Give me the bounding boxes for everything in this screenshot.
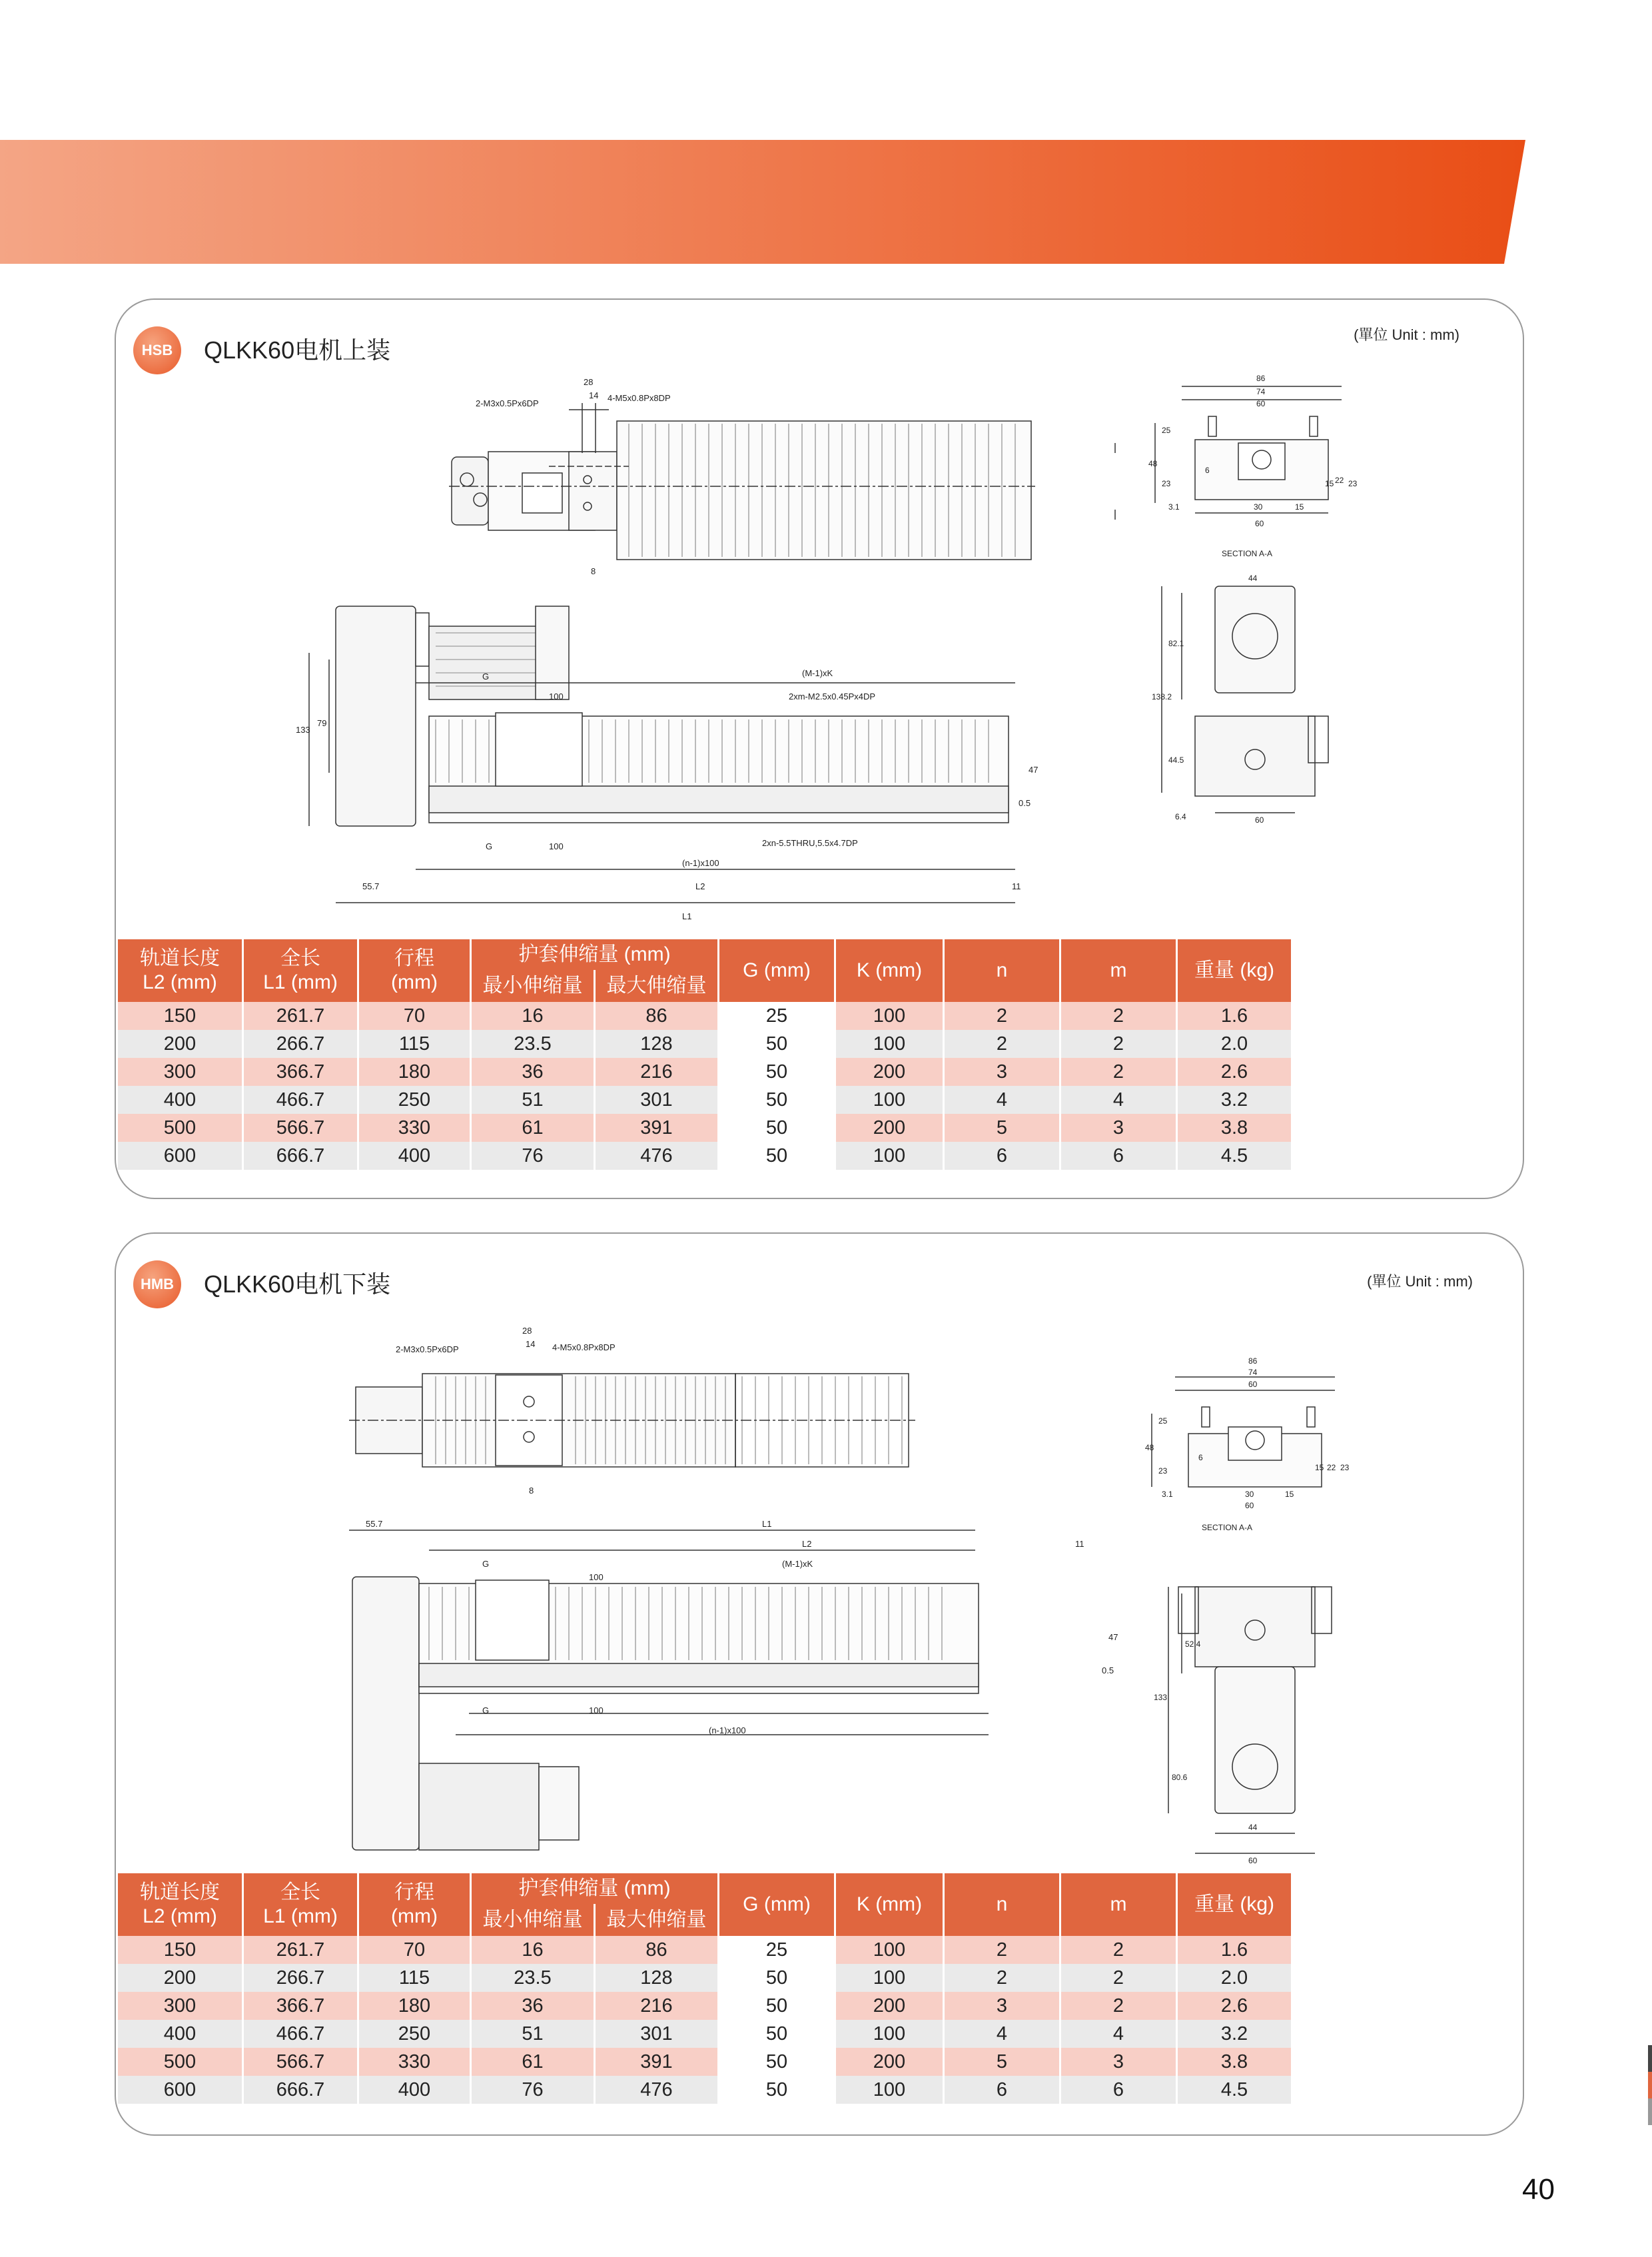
cell: 2.0	[1178, 1030, 1291, 1058]
side-tab-mark	[1648, 2045, 1652, 2072]
svg-text:6: 6	[1205, 466, 1210, 475]
cell: 3	[945, 1058, 1059, 1086]
svg-text:133: 133	[296, 725, 310, 735]
cell: 400	[359, 1142, 470, 1170]
cell: 3	[945, 1992, 1059, 2020]
page-number: 40	[1522, 2173, 1555, 2206]
svg-text:44: 44	[1248, 1823, 1258, 1832]
svg-text:80.6: 80.6	[1172, 1773, 1188, 1782]
header-g: G (mm)	[719, 1873, 834, 1936]
header-min-bellows: 最小伸缩量	[472, 970, 594, 1002]
header-stroke: 行程 (mm)	[359, 1873, 470, 1936]
cell: 261.7	[244, 1002, 357, 1030]
cell: 128	[596, 1030, 717, 1058]
svg-text:15: 15	[1295, 502, 1304, 512]
cell: 391	[596, 1114, 717, 1142]
svg-text:(n-1)x100: (n-1)x100	[682, 858, 719, 868]
header-rail-length: 轨道长度 L2 (mm)	[118, 939, 242, 1002]
svg-text:8: 8	[529, 1486, 534, 1496]
cell: 61	[472, 2048, 594, 2076]
cell: 76	[472, 1142, 594, 1170]
svg-text:(M-1)xK: (M-1)xK	[782, 1559, 813, 1569]
cell: 4	[945, 1086, 1059, 1114]
cell: 180	[359, 1992, 470, 2020]
svg-text:L2: L2	[802, 1539, 812, 1549]
svg-text:60: 60	[1248, 1380, 1258, 1389]
cell: 301	[596, 2020, 717, 2048]
cell: 2	[945, 1002, 1059, 1030]
section-view-drawing	[1135, 1334, 1388, 1547]
svg-text:52.4: 52.4	[1185, 1639, 1201, 1649]
cell: 200	[836, 1058, 943, 1086]
header-stroke: 行程 (mm)	[359, 939, 470, 1002]
cell: 261.7	[244, 1936, 357, 1964]
cell: 476	[596, 1142, 717, 1170]
cell: 250	[359, 2020, 470, 2048]
header-total-length: 全长 L1 (mm)	[244, 939, 357, 1002]
header-weight: 重量 (kg)	[1178, 939, 1291, 1002]
cell: 2	[945, 1964, 1059, 1992]
cell: 2	[1061, 1058, 1176, 1086]
header-weight: 重量 (kg)	[1178, 1873, 1291, 1936]
svg-text:14: 14	[526, 1339, 536, 1349]
svg-text:G: G	[482, 1559, 490, 1569]
table-row	[118, 1058, 1291, 1086]
cell: 200	[836, 2048, 943, 2076]
header-bellows: 护套伸缩量 (mm)	[472, 939, 717, 970]
cell: 216	[596, 1058, 717, 1086]
cell: 5	[945, 1114, 1059, 1142]
cell: 51	[472, 1086, 594, 1114]
unit-note: (單位 Unit : mm)	[1354, 326, 1459, 343]
svg-text:60: 60	[1255, 815, 1264, 825]
svg-text:3.1: 3.1	[1162, 1490, 1173, 1499]
cell: 128	[596, 1964, 717, 1992]
cell: 51	[472, 2020, 594, 2048]
svg-text:47: 47	[1108, 1632, 1118, 1642]
cell: 330	[359, 1114, 470, 1142]
cell: 3	[1061, 2048, 1176, 2076]
cell: 4	[945, 2020, 1059, 2048]
svg-text:0.5: 0.5	[1102, 1665, 1114, 1675]
svg-text:2xn-5.5THRU,5.5x4.7DP: 2xn-5.5THRU,5.5x4.7DP	[762, 838, 858, 848]
spec-table-hsb	[116, 939, 1293, 1170]
svg-text:8: 8	[591, 566, 596, 576]
svg-text:23: 23	[1340, 1463, 1350, 1472]
cell: 266.7	[244, 1030, 357, 1058]
svg-text:138.2: 138.2	[1152, 692, 1172, 701]
header-rail-length: 轨道长度 L2 (mm)	[118, 1873, 242, 1936]
cell: 3.2	[1178, 2020, 1291, 2048]
cell: 6	[945, 1142, 1059, 1170]
table-row	[118, 2048, 1291, 2076]
svg-text:30: 30	[1245, 1490, 1254, 1499]
cell: 2	[1061, 1936, 1176, 1964]
cell: 466.7	[244, 1086, 357, 1114]
svg-text:100: 100	[549, 691, 564, 701]
cell: 100	[836, 1142, 943, 1170]
cell: 200	[836, 1114, 943, 1142]
cell: 1.6	[1178, 1936, 1291, 1964]
cell: 61	[472, 1114, 594, 1142]
header-m: m	[1061, 939, 1176, 1002]
svg-text:44.5: 44.5	[1168, 755, 1184, 765]
svg-text:G: G	[482, 672, 490, 681]
svg-text:23: 23	[1162, 479, 1171, 488]
cell: 100	[836, 1030, 943, 1058]
table-row	[118, 1142, 1291, 1170]
cell: 301	[596, 1086, 717, 1114]
cell: 50	[719, 1964, 834, 1992]
side-view-drawing	[336, 1500, 1162, 1900]
end-view-drawing	[1148, 1567, 1375, 1873]
cell: 150	[118, 1936, 242, 1964]
svg-text:4-M5x0.8Px8DP: 4-M5x0.8Px8DP	[608, 393, 671, 403]
svg-text:82.1: 82.1	[1168, 639, 1184, 648]
cell: 25	[719, 1936, 834, 1964]
cell: 500	[118, 2048, 242, 2076]
svg-text:23: 23	[1158, 1466, 1168, 1476]
cell: 3.8	[1178, 1114, 1291, 1142]
table-row	[118, 1992, 1291, 2020]
svg-text:48: 48	[1145, 1443, 1154, 1452]
cell: 566.7	[244, 2048, 357, 2076]
cell: 70	[359, 1002, 470, 1030]
svg-text:L2: L2	[695, 881, 705, 891]
side-tab-mark	[1648, 2072, 1652, 2098]
top-view-drawing	[329, 1314, 1128, 1507]
cell: 2	[945, 1936, 1059, 1964]
cell: 50	[719, 1030, 834, 1058]
cell: 36	[472, 1992, 594, 2020]
cell: 150	[118, 1002, 242, 1030]
svg-text:55.7: 55.7	[362, 881, 380, 891]
cell: 2	[945, 1030, 1059, 1058]
cell: 115	[359, 1964, 470, 1992]
svg-text:30: 30	[1254, 502, 1263, 512]
cell: 4.5	[1178, 2076, 1291, 2104]
header-g: G (mm)	[719, 939, 834, 1002]
svg-text:55.7: 55.7	[366, 1519, 383, 1529]
cell: 3.2	[1178, 1086, 1291, 1114]
svg-text:SECTION A-A: SECTION A-A	[1202, 1523, 1253, 1532]
cell: 6	[1061, 2076, 1176, 2104]
cell: 100	[836, 1964, 943, 1992]
cell: 600	[118, 1142, 242, 1170]
cell: 250	[359, 1086, 470, 1114]
svg-text:60: 60	[1245, 1501, 1254, 1510]
table-row	[118, 1964, 1291, 1992]
cell: 2	[1061, 1030, 1176, 1058]
header-banner	[0, 140, 1525, 264]
cell: 16	[472, 1936, 594, 1964]
cell: 86	[596, 1936, 717, 1964]
cell: 300	[118, 1992, 242, 2020]
cell: 100	[836, 2076, 943, 2104]
top-view-drawing	[316, 366, 1155, 606]
cell: 50	[719, 2048, 834, 2076]
cell: 400	[359, 2076, 470, 2104]
section-badge: HSB	[133, 326, 181, 374]
header-n: n	[945, 1873, 1059, 1936]
cell: 6	[945, 2076, 1059, 2104]
header-total-length: 全长 L1 (mm)	[244, 1873, 357, 1936]
svg-text:L1: L1	[682, 911, 692, 921]
svg-text:74: 74	[1248, 1368, 1258, 1377]
svg-text:79: 79	[317, 718, 327, 728]
svg-text:15: 15	[1285, 1490, 1294, 1499]
cell: 3	[1061, 1114, 1176, 1142]
cell: 100	[836, 1086, 943, 1114]
spec-table-hmb	[116, 1873, 1293, 2104]
cell: 2.0	[1178, 1964, 1291, 1992]
cell: 100	[836, 1002, 943, 1030]
cell: 330	[359, 2048, 470, 2076]
cell: 666.7	[244, 2076, 357, 2104]
svg-text:2xm-M2.5x0.45Px4DP: 2xm-M2.5x0.45Px4DP	[789, 691, 876, 701]
cell: 50	[719, 1114, 834, 1142]
svg-text:74: 74	[1256, 387, 1266, 396]
svg-text:(n-1)x100: (n-1)x100	[709, 1725, 746, 1735]
cell: 180	[359, 1058, 470, 1086]
cell: 300	[118, 1058, 242, 1086]
svg-text:48: 48	[1148, 459, 1158, 468]
cell: 200	[118, 1030, 242, 1058]
unit-note: (單位 Unit : mm)	[1367, 1273, 1473, 1290]
svg-text:11: 11	[1012, 881, 1021, 891]
cell: 366.7	[244, 1992, 357, 2020]
cell: 500	[118, 1114, 242, 1142]
cell: 76	[472, 2076, 594, 2104]
svg-text:25: 25	[1162, 426, 1171, 435]
header-n: n	[945, 939, 1059, 1002]
cell: 2.6	[1178, 1992, 1291, 2020]
cell: 200	[836, 1992, 943, 2020]
cell: 466.7	[244, 2020, 357, 2048]
cell: 5	[945, 2048, 1059, 2076]
svg-text:4-M5x0.8Px8DP: 4-M5x0.8Px8DP	[552, 1342, 616, 1352]
svg-text:15: 15	[1325, 479, 1334, 488]
section-title: QLKK60电机下装	[204, 1270, 391, 1298]
cell: 2	[1061, 1964, 1176, 1992]
svg-text:133: 133	[1154, 1693, 1168, 1702]
svg-text:100: 100	[549, 841, 564, 851]
header-m: m	[1061, 1873, 1176, 1936]
header-bellows: 护套伸缩量 (mm)	[472, 1873, 717, 1904]
cell: 366.7	[244, 1058, 357, 1086]
table-row	[118, 1002, 1291, 1030]
end-view-drawing	[1148, 566, 1375, 846]
cell: 391	[596, 2048, 717, 2076]
svg-text:11: 11	[1075, 1539, 1084, 1549]
cell: 16	[472, 1002, 594, 1030]
svg-text:100: 100	[589, 1705, 604, 1715]
cell: 36	[472, 1058, 594, 1086]
svg-text:60: 60	[1255, 519, 1264, 528]
svg-text:22: 22	[1327, 1463, 1336, 1472]
section-title: QLKK60电机上装	[204, 336, 391, 364]
section-view-drawing	[1135, 360, 1388, 573]
cell: 400	[118, 1086, 242, 1114]
cell: 566.7	[244, 1114, 357, 1142]
section-badge: HMB	[133, 1260, 181, 1308]
header-min-bellows: 最小伸缩量	[472, 1904, 594, 1936]
cell: 50	[719, 1142, 834, 1170]
svg-text:2-M3x0.5Px6DP: 2-M3x0.5Px6DP	[476, 398, 539, 408]
cell: 4.5	[1178, 1142, 1291, 1170]
cell: 50	[719, 2076, 834, 2104]
svg-text:15: 15	[1315, 1463, 1324, 1472]
cell: 50	[719, 1086, 834, 1114]
svg-text:60: 60	[1248, 1856, 1258, 1865]
svg-text:0.5: 0.5	[1019, 798, 1031, 808]
cell: 200	[118, 1964, 242, 1992]
table-row	[118, 1114, 1291, 1142]
svg-text:25: 25	[1158, 1416, 1168, 1426]
cell: 70	[359, 1936, 470, 1964]
cell: 23.5	[472, 1030, 594, 1058]
header-k: K (mm)	[836, 939, 943, 1002]
cell: 50	[719, 1992, 834, 2020]
cell: 2.6	[1178, 1058, 1291, 1086]
header-k: K (mm)	[836, 1873, 943, 1936]
svg-text:22: 22	[1335, 476, 1344, 485]
header-max-bellows: 最大伸缩量	[596, 1904, 717, 1936]
cell: 476	[596, 2076, 717, 2104]
cell: 3.8	[1178, 2048, 1291, 2076]
svg-text:86: 86	[1248, 1356, 1258, 1366]
svg-text:28: 28	[584, 377, 594, 387]
cell: 1.6	[1178, 1002, 1291, 1030]
cell: 2	[1061, 1002, 1176, 1030]
header-max-bellows: 最大伸缩量	[596, 970, 717, 1002]
table-row	[118, 1936, 1291, 1964]
cell: 6	[1061, 1142, 1176, 1170]
side-view-drawing	[282, 593, 1175, 926]
cell: 4	[1061, 2020, 1176, 2048]
cell: 4	[1061, 1086, 1176, 1114]
svg-text:47: 47	[1029, 765, 1038, 775]
svg-text:86: 86	[1256, 374, 1266, 383]
svg-text:28: 28	[522, 1326, 532, 1336]
svg-text:L1: L1	[762, 1519, 772, 1529]
svg-text:6: 6	[1198, 1453, 1203, 1462]
cell: 100	[836, 2020, 943, 2048]
table-row	[118, 1030, 1291, 1058]
svg-text:23: 23	[1348, 479, 1358, 488]
cell: 23.5	[472, 1964, 594, 1992]
svg-text:100: 100	[589, 1572, 604, 1582]
svg-text:3.1: 3.1	[1168, 502, 1180, 512]
cell: 600	[118, 2076, 242, 2104]
svg-text:G: G	[486, 841, 493, 851]
cell: 400	[118, 2020, 242, 2048]
cell: 86	[596, 1002, 717, 1030]
cell: 266.7	[244, 1964, 357, 1992]
cell: 25	[719, 1002, 834, 1030]
cell: 115	[359, 1030, 470, 1058]
cell: 50	[719, 2020, 834, 2048]
side-tab-mark	[1648, 2098, 1652, 2125]
svg-text:44: 44	[1248, 574, 1258, 583]
table-row	[118, 2020, 1291, 2048]
cell: 666.7	[244, 1142, 357, 1170]
svg-text:G: G	[482, 1705, 490, 1715]
table-row	[118, 2076, 1291, 2104]
svg-text:2-M3x0.5Px6DP: 2-M3x0.5Px6DP	[396, 1344, 459, 1354]
cell: 100	[836, 1936, 943, 1964]
table-row	[118, 1086, 1291, 1114]
cell: 50	[719, 1058, 834, 1086]
svg-text:SECTION A-A: SECTION A-A	[1222, 549, 1273, 558]
svg-text:6.4: 6.4	[1175, 812, 1186, 821]
cell: 2	[1061, 1992, 1176, 2020]
svg-text:(M-1)xK: (M-1)xK	[802, 668, 833, 678]
cell: 216	[596, 1992, 717, 2020]
svg-text:60: 60	[1256, 399, 1266, 408]
svg-text:14: 14	[589, 390, 599, 400]
